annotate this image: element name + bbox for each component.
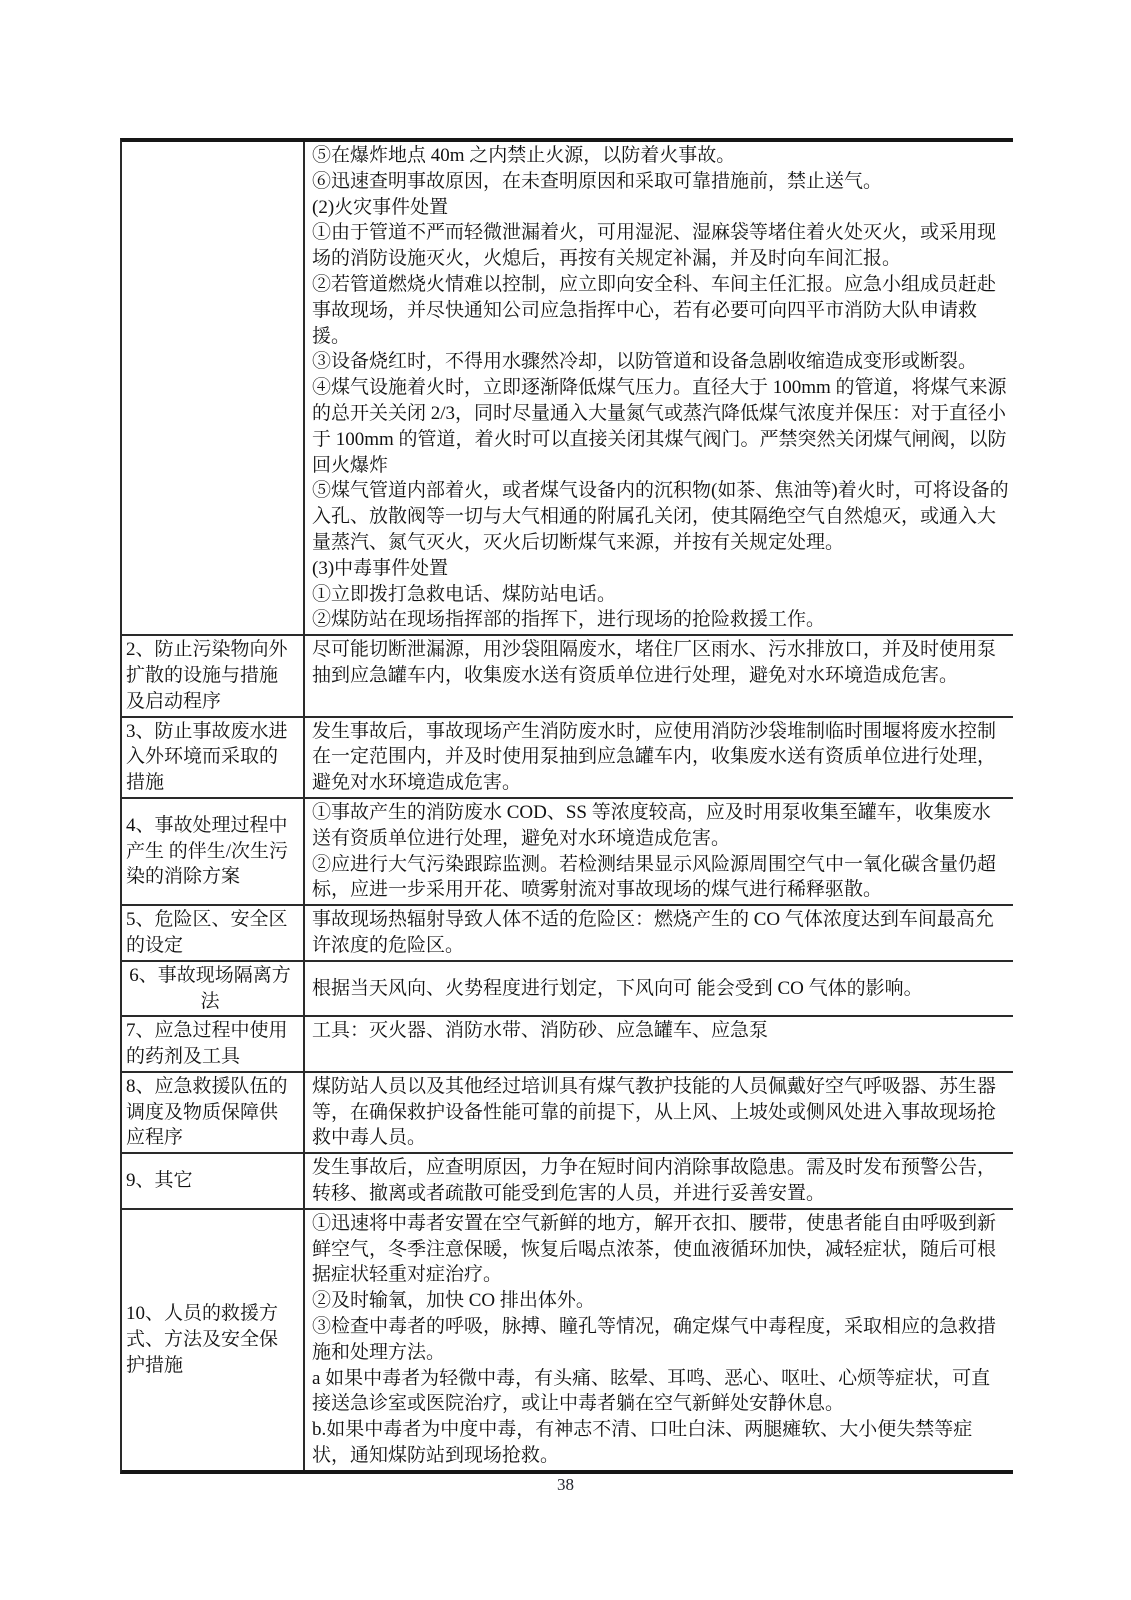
table-row: [122, 718, 1013, 799]
row-label: [122, 718, 305, 797]
row-content: [305, 1154, 1013, 1208]
row-content: [305, 1017, 1013, 1071]
content-paragraph: ⑥迅速查明事故原因，在未查明原因和采取可靠措施前，禁止送气。: [312, 170, 883, 192]
row-label: [122, 906, 305, 960]
table-row: [122, 1017, 1013, 1073]
content-paragraph: ⑤在爆炸地点 40m 之内禁止火源，以防着火事故。: [312, 145, 736, 166]
content-paragraph: 发生事故后，事故现场产生消防废水时，应使用消防沙袋堆制临时围堰将废水控制在一定范围内，并及时使用泵抽到应急罐车内，收集废水送有资质单位进行处理，避免对水环境造成危害。: [312, 720, 997, 794]
table-row: [122, 636, 1013, 717]
content-paragraph: a 如果中毒者为轻微中毒，有头痛、眩晕、耳鸣、恶心、呕吐、心烦等症状，可直接送急诊室或医院治疗，或让中毒者躺在空气新鲜处安静休息。: [312, 1367, 991, 1415]
content-paragraph: ①立即拨打急救电话、煤防站电话。: [312, 583, 617, 605]
content-paragraph: 煤防站人员以及其他经过培训具有煤气教护技能的人员佩戴好空气呼吸器、苏生器等，在确保救护设备性能可靠的前提下，从上风、上坡处或侧风处进入事故现场抢救中毒人员。: [312, 1075, 997, 1149]
row-label-text: 7、应急过程中使用的药剂及工具: [126, 1020, 288, 1068]
page-number: 38: [557, 1475, 574, 1494]
content-paragraph: ②煤防站在现场指挥部的指挥下，进行现场的抢险救援工作。: [312, 609, 826, 631]
content-paragraph: ②及时输氧，加快 CO 排出体外。: [312, 1290, 595, 1312]
row-label-text: 4、事故处理过程中产生 的伴生/次生污染的消除方案: [126, 814, 289, 888]
row-content: [305, 636, 1013, 715]
row-content: [305, 1073, 1013, 1152]
row-label-text: 10、人员的救援方式、方法及安全保护措施: [126, 1303, 279, 1376]
row-label-text: 8、应急救援队伍的调度及物质保障供应程序: [126, 1075, 288, 1149]
table-row: [122, 1073, 1013, 1154]
row-content: [305, 718, 1013, 797]
content-paragraph: ④煤气设施着火时，立即逐渐降低煤气压力。直径大于 100mm 的管道，将煤气来源的总开关关闭 2/3，同时尽量通入大量氮气或蒸汽降低煤气浓度并保压：对于直径小于 100mm 的管道，着火时可以直接关闭其煤气阀门。严禁突然关闭煤气闸阀，以防回火爆炸: [312, 377, 1007, 476]
row-label: [122, 962, 305, 1016]
row-label: [122, 1210, 305, 1470]
row-content: [305, 906, 1013, 960]
row-label: [122, 1154, 305, 1208]
row-content: [305, 962, 1013, 1016]
content-paragraph: ③检查中毒者的呼吸，脉搏、瞳孔等情况，确定煤气中毒程度，采取相应的急救措施和处理方法。: [312, 1316, 997, 1363]
table-row: [122, 962, 1013, 1018]
table-row: [122, 906, 1013, 962]
table-row: [122, 799, 1013, 906]
emergency-plan-table: [120, 138, 1013, 1474]
content-paragraph: ①事故产生的消防废水 COD、SS 等浓度较高，应及时用泵收集至罐车，收集废水送有资质单位进行处理，避免对水环境造成危害。: [312, 801, 991, 849]
table-row: [122, 1210, 1013, 1470]
content-paragraph: ②应进行大气污染跟踪监测。若检测结果显示风险源周围空气中一氧化碳含量仍超标，应进一步采用开花、喷雾射流对事故现场的煤气进行稀释驱散。: [312, 853, 997, 901]
content-paragraph: 事故现场热辐射导致人体不适的危险区：燃烧产生的 CO 气体浓度达到车间最高允许浓度的危险区。: [312, 909, 994, 956]
content-paragraph: ⑤煤气管道内部着火，或者煤气设备内的沉积物(如茶、焦油等)着火时，可将设备的入孔、放散阀等一切与大气相通的附属孔关闭，使其隔绝空气自然熄灭，或通入大量蒸汽、氮气灭火，灭火后切断煤气来源，并按有关规定处理。: [312, 480, 1009, 553]
content-paragraph: 发生事故后，应查明原因，力争在短时间内消除事故隐患。需及时发布预警公告，转移、撤离或者疏散可能受到危害的人员，并进行妥善安置。: [312, 1157, 997, 1205]
content-paragraph: 工具：灭火器、消防水带、消防砂、应急罐车、应急泵: [312, 1020, 769, 1042]
content-paragraph: ①迅速将中毒者安置在空气新鲜的地方，解开衣扣、腰带，使患者能自由呼吸到新鲜空气，冬季注意保暖，恢复后喝点浓茶，使血液循环加快，减轻症状，随后可根据症状轻重对症治疗。: [312, 1212, 997, 1286]
content-paragraph: ③设备烧红时，不得用水骤然冷却，以防管道和设备急剧收缩造成变形或断裂。: [312, 351, 978, 373]
row-label: [122, 1073, 305, 1152]
content-paragraph: ②若管道燃烧火情难以控制，应立即向安全科、车间主任汇报。应急小组成员赶赴事故现场，并尽快通知公司应急指挥中心，若有必要可向四平市消防大队申请救援。: [312, 273, 997, 347]
content-paragraph: b.如果中毒者为中度中毒，有神志不清、口吐白沫、两腿瘫软、大小便失禁等症状，通知煤防站到现场抢救。: [312, 1419, 973, 1467]
content-paragraph: ①由于管道不严而轻微泄漏着火，可用湿泥、湿麻袋等堵住着火处灭火，或采用现场的消防设施灭火，火熄后，再按有关规定补漏，并及时向车间汇报。: [312, 222, 997, 270]
table-row: [122, 1154, 1013, 1210]
row-label-text: 3、防止事故废水进入外环境而采取的措施: [126, 720, 288, 794]
table-row: [122, 142, 1013, 636]
row-label-text: 6、事故现场隔离方法: [129, 964, 291, 1012]
row-label: [122, 636, 305, 715]
content-paragraph: (2)火灾事件处置: [312, 196, 449, 218]
content-paragraph: 根据当天风向、火势程度进行划定，下风向可 能会受到 CO 气体的影响。: [312, 977, 923, 999]
row-label-text: 5、危险区、安全区的设定: [126, 909, 288, 956]
row-content: [305, 142, 1013, 634]
row-label: [122, 1017, 305, 1071]
row-label: [122, 799, 305, 904]
content-paragraph: 尽可能切断泄漏源，用沙袋阻隔废水，堵住厂区雨水、污水排放口，并及时使用泵抽到应急罐车内，收集废水送有资质单位进行处理，避免对水环境造成危害。: [312, 639, 997, 686]
row-content: [305, 799, 1013, 904]
row-label: [122, 142, 305, 634]
row-label-text: 2、防止污染物向外扩散的设施与措施及启动程序: [126, 639, 288, 712]
row-label-text: 9、其它: [126, 1170, 193, 1192]
content-paragraph: (3)中毒事件处置: [312, 557, 449, 579]
row-content: [305, 1210, 1013, 1470]
